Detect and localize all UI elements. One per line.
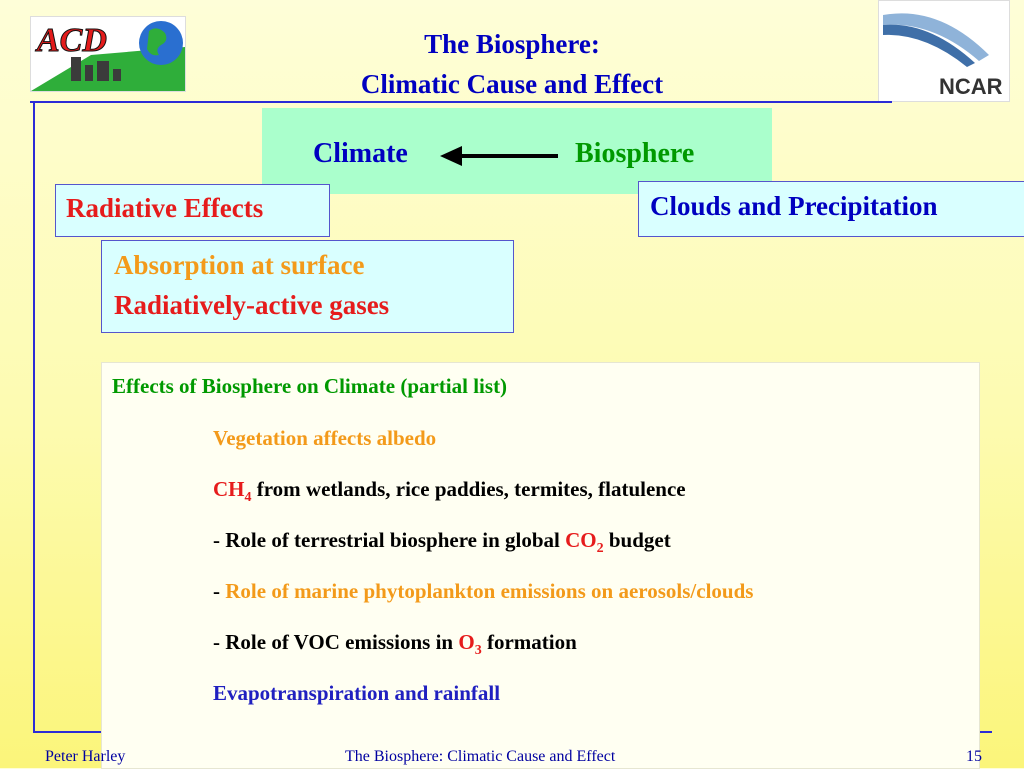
list-item-voc: - Role of VOC emissions in $O_3$ formation xyxy=(213,630,577,659)
co2-formula: $CO_2$ xyxy=(565,528,604,557)
left-arrow-icon xyxy=(438,144,560,168)
effects-list-box xyxy=(101,362,980,769)
slide-title xyxy=(200,24,824,104)
frame-left-line xyxy=(33,103,35,733)
biosphere-label: Biosphere xyxy=(575,138,695,169)
climate-label: Climate xyxy=(313,138,408,169)
footer-title: The Biosphere: Climatic Cause and Effect xyxy=(345,748,616,765)
acd-logo-text: ACD xyxy=(37,22,107,59)
title-line-2: Climatic Cause and Effect xyxy=(360,69,664,99)
title-line-1: The Biosphere: xyxy=(424,29,600,59)
clouds-label: Clouds and Precipitation xyxy=(650,191,938,221)
radiative-effects-label: Radiative Effects xyxy=(66,193,264,223)
list-item-co2: - Role of terrestrial biosphere in global $CO_2$ budget xyxy=(213,528,671,557)
ch4-formula: $CH_4$ xyxy=(213,477,252,506)
list-item-evapotranspiration: Evapotranspiration and rainfall xyxy=(213,681,501,705)
absorption-item: Absorption at surface xyxy=(114,250,365,280)
ncar-logo-text: NCAR xyxy=(939,74,1003,99)
acd-logo xyxy=(30,16,186,92)
footer-author: Peter Harley xyxy=(45,748,126,765)
footer-page-number: 15 xyxy=(966,748,982,765)
title-divider xyxy=(30,101,892,103)
effects-list-heading: Effects of Biosphere on Climate (partial list) xyxy=(112,374,508,398)
list-item-ch4: $CH_4$ from wetlands, rice paddies, termites, flatulence xyxy=(213,477,686,506)
list-item-phytoplankton: - Role of marine phytoplankton emissions on aerosols/clouds xyxy=(213,579,754,603)
list-item-albedo: Vegetation affects albedo xyxy=(213,426,437,450)
o3-formula: $O_3$ xyxy=(458,630,482,659)
ncar-logo xyxy=(878,0,1010,102)
gases-item: Radiatively-active gases xyxy=(114,290,390,320)
